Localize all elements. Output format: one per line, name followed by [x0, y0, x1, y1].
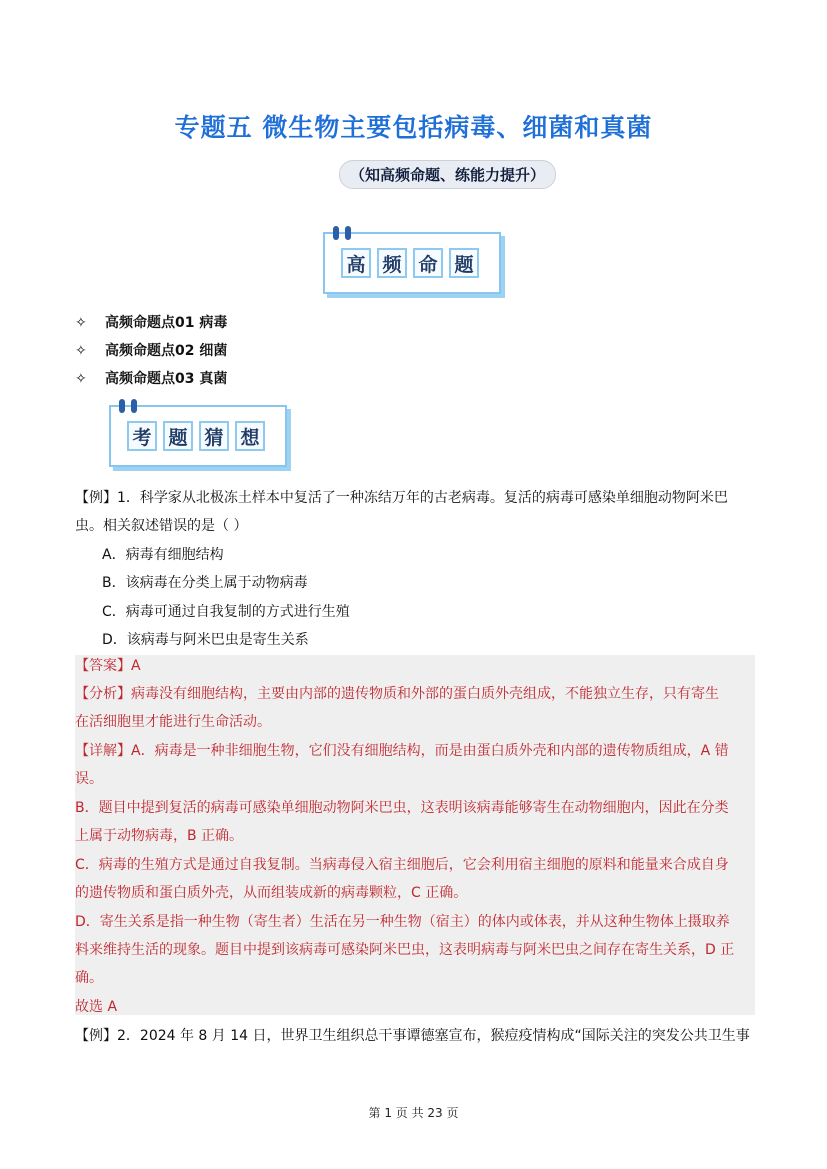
- option-d: D．该病毒与阿米巴虫是寄生关系: [102, 632, 309, 648]
- detail-text: C．病毒的生殖方式是通过自我复制。当病毒侵入宿主细胞后，它会利用宿主细胞的原料和能量来合成自身: [75, 857, 729, 873]
- sparkle-icon: ✧: [75, 343, 87, 359]
- question-text: 【例】1．科学家从北极冻土样本中复活了一种冻结万年的古老病毒。复活的病毒可感染单细胞动物阿米巴: [75, 490, 728, 506]
- topic-item: [75, 312, 227, 332]
- detail-text: 误。: [75, 771, 103, 787]
- detail-text: 的遗传物质和蛋白质外壳，从而组装成新的病毒颗粒，C 正确。: [75, 885, 468, 901]
- page-title: 专题五 微生物主要包括病毒、细菌和真菌: [174, 113, 653, 142]
- detail-text: 料来维持生活的现象。题目中提到该病毒可感染阿米巴虫，这表明病毒与阿米巴虫之间存在寄生关系，D 正: [75, 942, 735, 958]
- analysis-text: 在活细胞里才能进行生命活动。: [75, 714, 271, 730]
- topic-item: [75, 368, 227, 388]
- topic-item: [75, 340, 227, 360]
- analysis-text: 【分析】病毒没有细胞结构，主要由内部的遗传物质和外部的蛋白质外壳组成，不能独立生存，只有寄生: [75, 686, 719, 702]
- detail-text: 上属于动物病毒，B 正确。: [75, 828, 244, 844]
- conclusion-text: 故选 A: [75, 999, 118, 1015]
- detail-text: 【详解】A．病毒是一种非细胞生物，它们没有细胞结构，而是由蛋白质外壳和内部的遗传物质组成，A 错: [75, 743, 729, 759]
- page-number: 第 1 页 共 23 页: [368, 1106, 459, 1120]
- sparkle-icon: ✧: [75, 371, 87, 387]
- question-text: 【例】2．2024 年 8 月 14 日，世界卫生组织总干事谭德塞宣布，猴痘疫情构成“国际关注的突发公共卫生事: [75, 1028, 750, 1044]
- pin-icon: [119, 399, 137, 413]
- banner-char: 想: [235, 421, 265, 451]
- topic-label: 高频命题点02 细菌: [105, 343, 228, 359]
- topics-banner: [323, 232, 501, 294]
- detail-text: D．寄生关系是指一种生物（寄生者）生活在另一种生物（宿主）的体内或体表，并从这种生物体上摄取养: [75, 914, 730, 930]
- option-c: C．病毒可通过自我复制的方式进行生殖: [102, 604, 350, 620]
- banner-char: 考: [127, 421, 157, 451]
- sparkle-icon: ✧: [75, 315, 87, 331]
- banner-char: 命: [413, 248, 443, 278]
- option-a: A．病毒有细胞结构: [102, 547, 224, 563]
- guess-banner: [109, 405, 287, 467]
- option-b: B．该病毒在分类上属于动物病毒: [102, 575, 308, 591]
- topic-label: 高频命题点03 真菌: [105, 371, 228, 387]
- banner-char: 题: [449, 248, 479, 278]
- page-subtitle: （知高频命题、练能力提升）: [339, 160, 556, 189]
- question-text: 虫。相关叙述错误的是（ ）: [75, 518, 248, 534]
- pin-icon: [333, 226, 351, 240]
- detail-text: 确。: [75, 970, 103, 986]
- topic-label: 高频命题点01 病毒: [105, 315, 228, 331]
- subtitle-badge: [339, 160, 556, 189]
- banner-char: 题: [163, 421, 193, 451]
- banner-char: 高: [341, 248, 371, 278]
- banner-char: 频: [377, 248, 407, 278]
- answer-line: 【答案】A: [75, 658, 141, 674]
- detail-text: B．题目中提到复活的病毒可感染单细胞动物阿米巴虫，这表明该病毒能够寄生在动物细胞内，因此在分类: [75, 800, 729, 816]
- banner-char: 猜: [199, 421, 229, 451]
